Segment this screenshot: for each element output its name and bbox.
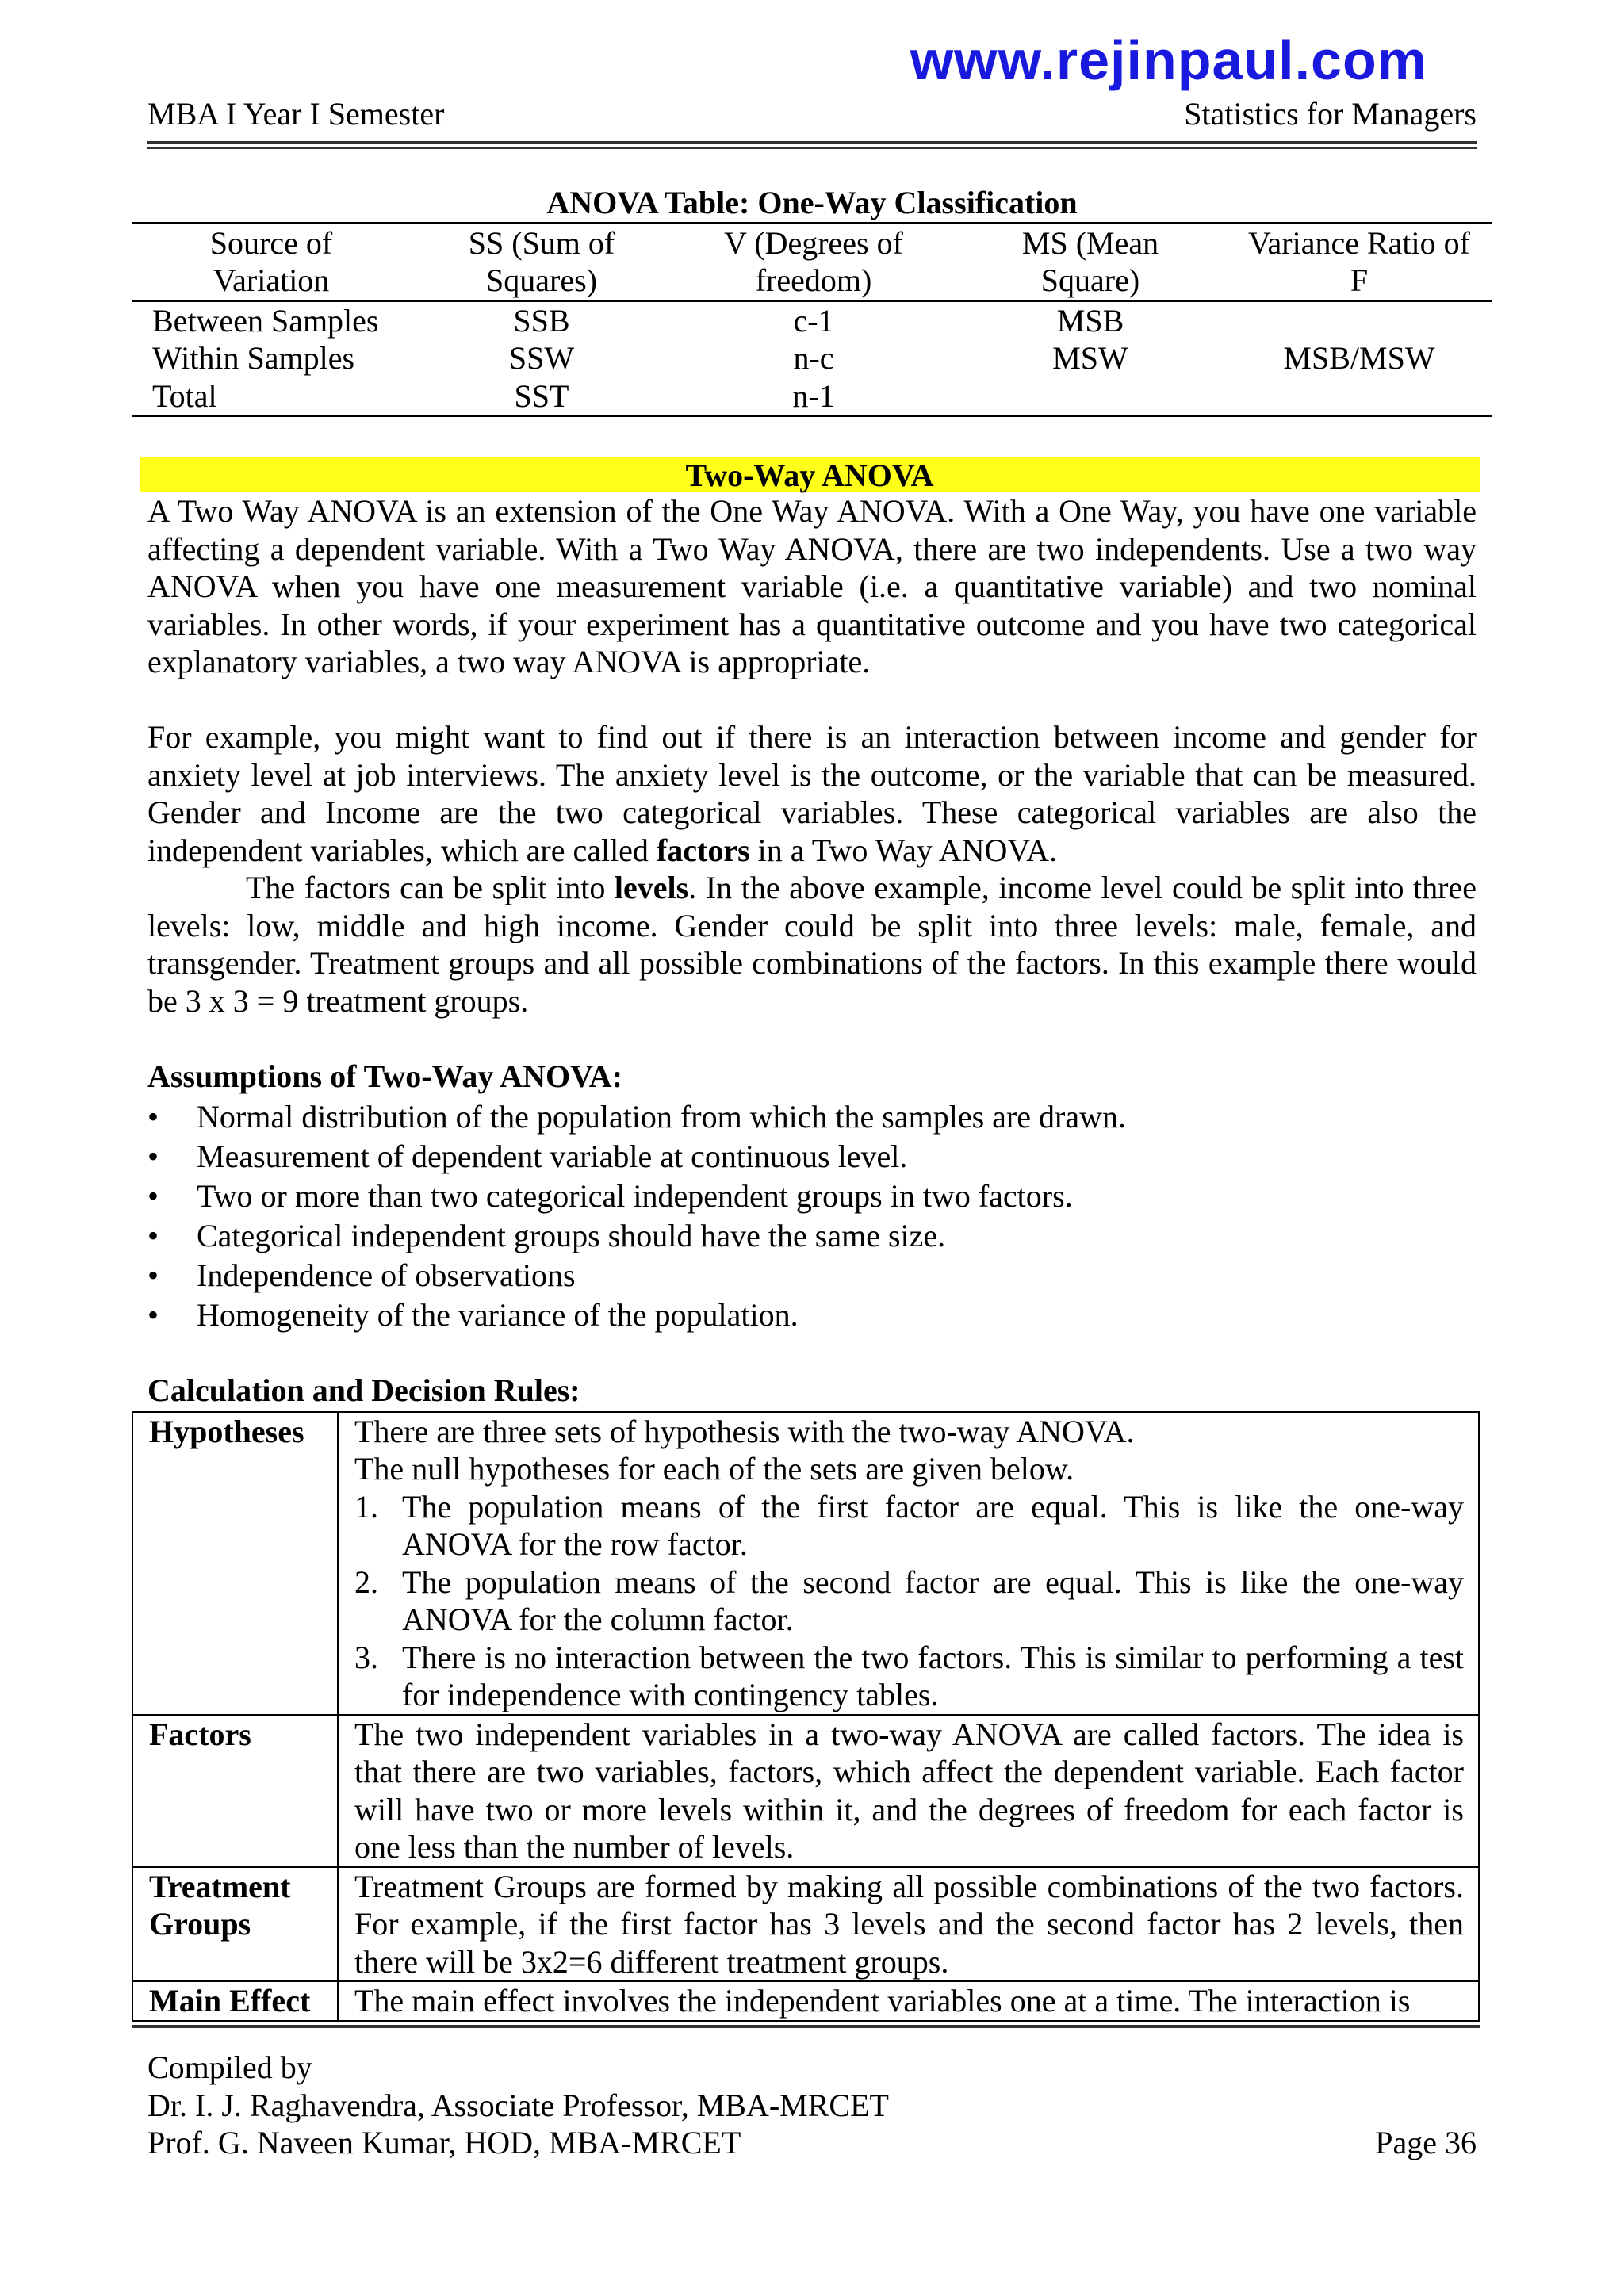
table-cell: MSB/MSW bbox=[1283, 340, 1435, 376]
rules-label-factors: Factors bbox=[132, 1715, 338, 1867]
list-item: • Measurement of dependent variable at continuous level. bbox=[147, 1137, 1477, 1177]
footer-compiled-by: Compiled by bbox=[147, 2049, 312, 2085]
header-subject: Statistics for Managers bbox=[1184, 96, 1477, 132]
header-rule-thin bbox=[147, 147, 1477, 149]
paragraph-example: For example, you might want to find out if there is an interaction between income and gender for anxiety level at job interviews. The anxiety level is the outcome, or the variable that can be measured. Gender and Income are the two categorical variables. These categorical variables are also the independent variables, which are called factors in a Two Way ANOVA. bbox=[147, 719, 1477, 868]
rules-cell-factors: The two independent variables in a two-way ANOVA are called factors. The idea is that there are two variables, factors, which affect the dependent variable. Each factor will have two or more levels within it, and the degrees of freedom for each factor is one less than the number of levels. bbox=[338, 1715, 1479, 1867]
table-cell: SSW bbox=[508, 340, 575, 376]
rules-cell-treatment: Treatment Groups are formed by making all possible combinations of the two factors. For example, if the first factor has 3 levels and the second factor has 2 levels, then there will be 3x2=6 different treatment groups. bbox=[338, 1867, 1479, 1982]
rules-label-main-effect: Main Effect bbox=[132, 1981, 338, 2021]
table-cell: n-1 bbox=[672, 377, 955, 416]
list-item: 3. There is no interaction between the two factors. This is similar to performing a test for independence with contingency tables. bbox=[354, 1639, 1464, 1712]
hypotheses-list bbox=[354, 1488, 1464, 1714]
rules-label-hypotheses: Hypotheses bbox=[132, 1412, 338, 1715]
paragraph-levels: The factors can be split into levels. In the above example, income level could be split into three levels: low, middle and high income. Gender could be split into three levels: male, female, and transgender. Treatment groups and all possible combinations of the factors. In this example there would be 3 x 3 = 9 treatment groups. bbox=[147, 870, 1477, 1019]
list-item: • Independence of observations bbox=[147, 1256, 1477, 1295]
list-item: • Homogeneity of the variance of the population. bbox=[147, 1295, 1477, 1335]
table-cell: SSB bbox=[513, 302, 570, 339]
page-content bbox=[147, 184, 1477, 2028]
list-item: 1. The population means of the first factor are equal. This is like the one-way ANOVA for the row factor. bbox=[354, 1488, 1464, 1562]
assumptions-heading: Assumptions of Two-Way ANOVA: bbox=[147, 1058, 623, 1094]
list-item: • Categorical independent groups should have the same size. bbox=[147, 1216, 1477, 1256]
table-row bbox=[132, 300, 1492, 339]
table-row bbox=[132, 377, 1492, 416]
footer-author-2: Prof. G. Naveen Kumar, HOD, MBA-MRCET bbox=[147, 2125, 741, 2160]
table-cell: MSB bbox=[1056, 302, 1124, 339]
table-cell bbox=[1226, 300, 1492, 339]
table-row bbox=[132, 1715, 1479, 1867]
table-row bbox=[132, 339, 1492, 377]
anova-col-header: Source of Variation bbox=[132, 223, 411, 300]
table-cell bbox=[1226, 377, 1492, 416]
list-item: 2. The population means of the second factor are equal. This is like the one-way ANOVA for the column factor. bbox=[354, 1563, 1464, 1637]
table-row bbox=[132, 1867, 1479, 1982]
anova-table-caption: ANOVA Table: One-Way Classification bbox=[546, 185, 1078, 220]
anova-col-header: V (Degrees of freedom) bbox=[672, 223, 955, 300]
anova-col-header: MS (Mean Square) bbox=[955, 223, 1226, 300]
anova-col-header: SS (Sum of Squares) bbox=[411, 223, 672, 300]
rules-cell-hypotheses bbox=[338, 1412, 1479, 1715]
table-cell: c-1 bbox=[793, 302, 834, 339]
header-rule bbox=[147, 141, 1477, 144]
hypotheses-subintro: The null hypotheses for each of the sets are given below. bbox=[354, 1451, 1074, 1487]
decision-rules-table bbox=[132, 1411, 1480, 2022]
footer-author-1: Dr. I. J. Raghavendra, Associate Professor, MBA-MRCET bbox=[147, 2087, 889, 2123]
site-url[interactable]: www.rejinpaul.com bbox=[910, 29, 1427, 91]
table-cell: Within Samples bbox=[152, 340, 355, 376]
table-cell: n-c bbox=[793, 340, 834, 376]
anova-header-row bbox=[132, 223, 1492, 300]
page-footer bbox=[147, 2049, 1477, 2162]
list-item: • Two or more than two categorical independent groups in two factors. bbox=[147, 1177, 1477, 1216]
section-title-two-way-anova: Two-Way ANOVA bbox=[140, 457, 1480, 492]
list-item: • Normal distribution of the population from which the samples are drawn. bbox=[147, 1097, 1477, 1137]
page-number: Page 36 bbox=[1375, 2125, 1477, 2160]
rules-label-treatment: Treatment Groups bbox=[132, 1867, 338, 1982]
table-cell: Total bbox=[132, 377, 411, 416]
assumptions-list bbox=[147, 1097, 1477, 1335]
footer-rule bbox=[132, 2025, 1480, 2028]
anova-col-header: Variance Ratio of F bbox=[1226, 223, 1492, 300]
header-course: MBA I Year I Semester bbox=[147, 96, 445, 132]
rules-heading: Calculation and Decision Rules: bbox=[147, 1372, 580, 1408]
table-cell: MSW bbox=[1052, 340, 1128, 376]
paragraph-intro: A Two Way ANOVA is an extension of the One Way ANOVA. With a One Way, you have one variable affecting a dependent variable. With a Two Way ANOVA, there are two independents. Use a two way ANOVA when you have one measurement variable (i.e. a quantitative variable) and two nominal variables. In other words, if your experiment has a quantitative outcome and you have two categorical explanatory variables, a two way ANOVA is appropriate. bbox=[147, 493, 1477, 679]
table-cell: Between Samples bbox=[152, 302, 379, 339]
table-row bbox=[132, 1412, 1479, 1715]
table-cell bbox=[955, 377, 1226, 416]
anova-table bbox=[132, 222, 1492, 418]
hypotheses-intro: There are three sets of hypothesis with the two-way ANOVA. bbox=[354, 1413, 1135, 1449]
table-row bbox=[132, 1981, 1479, 2021]
table-cell: SST bbox=[411, 377, 672, 416]
rules-cell-main-effect: The main effect involves the independent variables one at a time. The interaction is bbox=[338, 1981, 1479, 2021]
